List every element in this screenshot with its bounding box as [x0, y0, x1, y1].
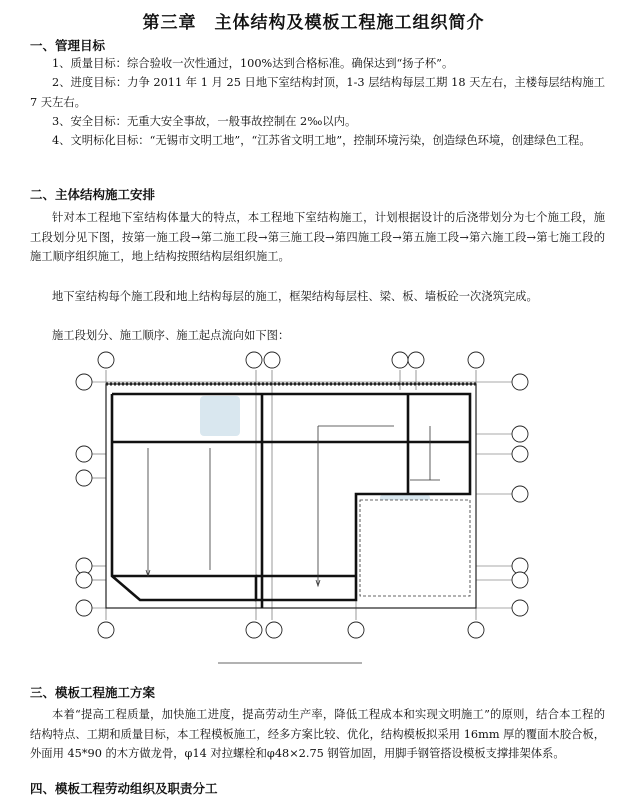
section-2-para-3: 施工段划分、施工顺序、施工起点流向如下图：	[52, 329, 290, 342]
section-2-para-1: 针对本工程地下室结构体量大的特点，本工程地下室结构施工，计划根据设计的后浇带划分为七个施工段，施工段划分见下图，按第一施工段→第二施工段→第三施工段→第四施工段→第五施工段→第六施工段→第七施工段的施工顺序组织施工，地上结构按照结构层组织施工。	[30, 211, 605, 263]
section-4-heading: 四、模板工程劳动组织及职责分工	[30, 781, 218, 796]
section-2-para-2: 地下室结构每个施工段和地上结构每层的施工，框架结构每层柱、梁、板、墙板砼一次浇筑完成。	[52, 290, 538, 303]
page-title: 第三章 主体结构及模板工程施工组织简介	[142, 13, 485, 33]
goal-quality: 1、质量目标：综合验收一次性通过，100%达到合格标准。确保达到“扬子杯”。	[52, 57, 454, 70]
section-3-para: 本着“提高工程质量，加快施工进度，提高劳动生产率，降低工程成本和实现文明施工”的原则，结合本工程的结构特点、工期和质量目标，本工程模板施工，经多方案比较、优化，结构模板拟采用 16mm 厚的覆面木胶合板，外面用 45*90 的木方做龙骨，φ14 对拉螺栓和φ48×2.75 钢管加固，用脚手钢管搭设模板支撑排架体系。	[30, 708, 605, 760]
goal-schedule: 2、进度目标：力争 2011 年 1 月 25 日地下室结构封顶，1-3 层结构每层工期 18 天左右，主楼每层结构施工 7 天左右。	[30, 76, 605, 109]
construction-segment-diagram	[0, 344, 627, 680]
goal-safety: 3、安全目标：无重大安全事故，一般事故控制在 2‰以内。	[52, 115, 357, 128]
notes-box	[360, 500, 470, 596]
section-3-heading: 三、模板工程施工方案	[30, 685, 156, 700]
section-2-heading: 二、主体结构施工安排	[30, 187, 156, 202]
section-1-heading: 一、管理目标	[30, 38, 106, 53]
goal-civilized: 4、文明标化目标：“无锡市文明工地”，“江苏省文明工地”，控制环境污染，创造绿色环境，创建绿色工程。	[52, 134, 591, 147]
